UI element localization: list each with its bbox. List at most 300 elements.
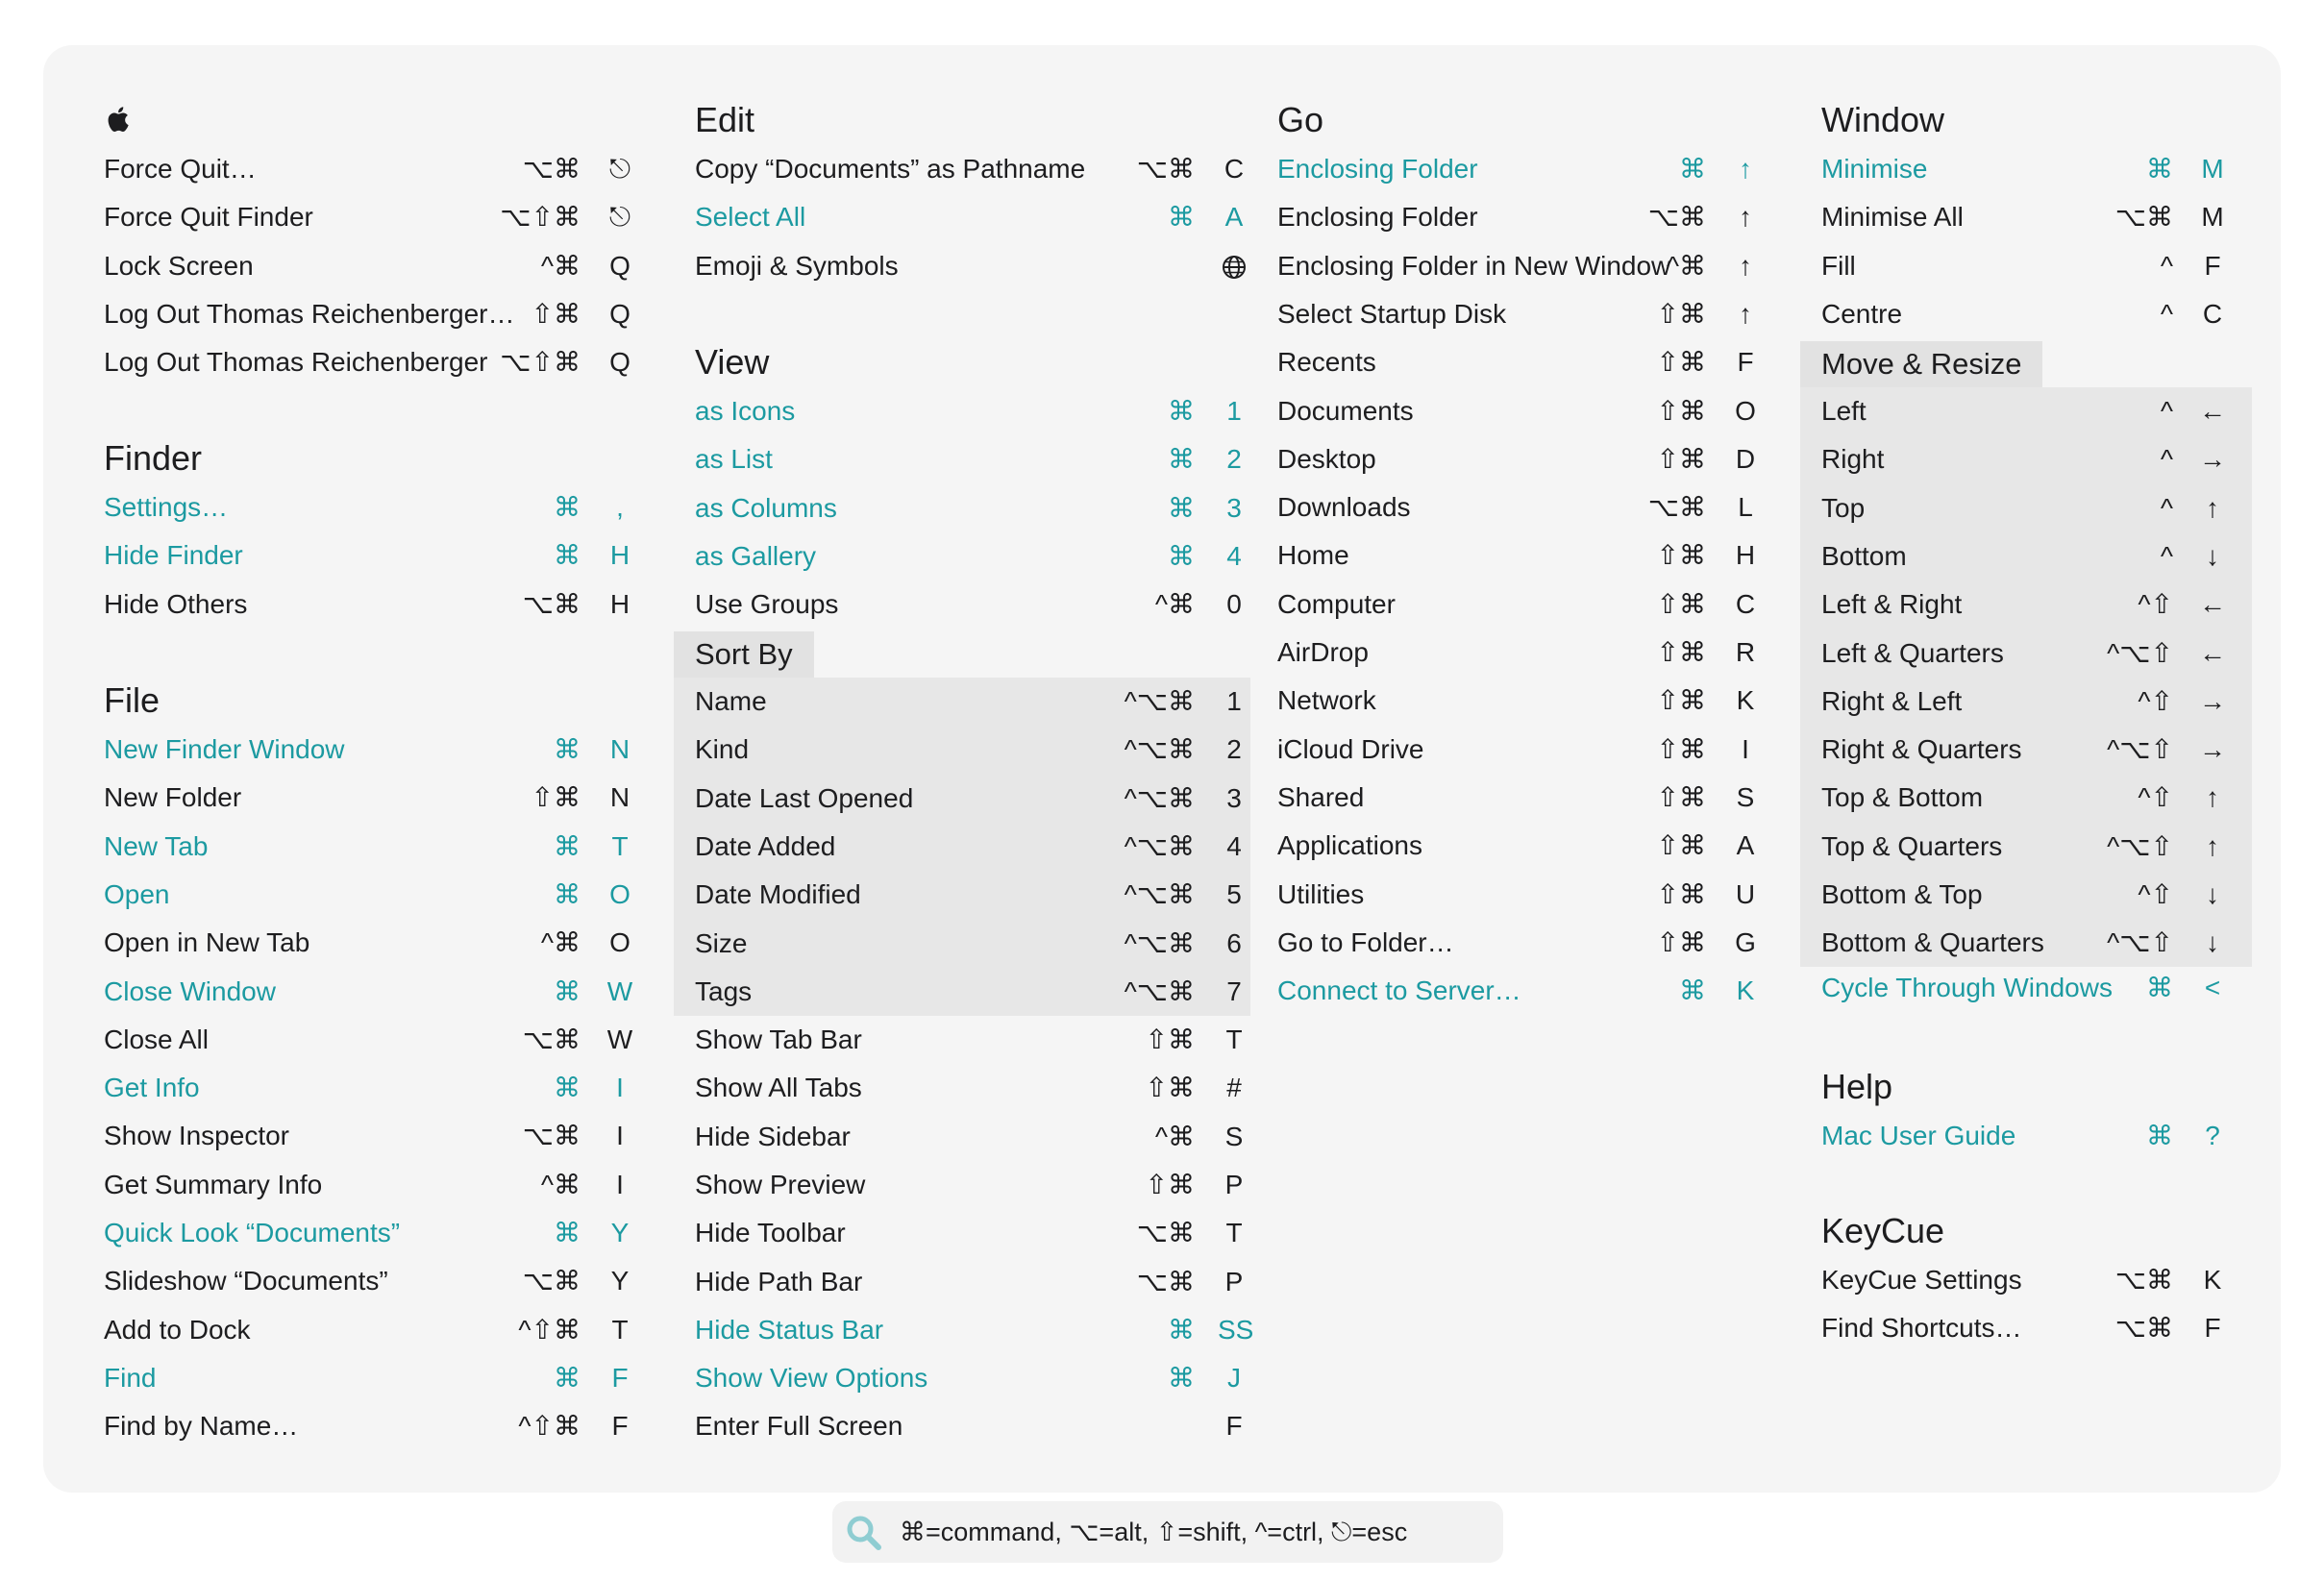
menu-item-label: Select Startup Disk [1277, 298, 1507, 329]
menu-item-label: Utilities [1277, 878, 1365, 909]
menu-item-bottom-top[interactable] [1821, 871, 2229, 919]
shortcut-modifiers: ⇧⌘ [1145, 1169, 1195, 1199]
apple-menu-heading [104, 95, 131, 145]
shortcut-key: ↓ [2206, 927, 2219, 958]
move-resize-heading: Move & Resize [1800, 341, 2042, 387]
shortcut-key: I [616, 1121, 624, 1151]
shortcut-modifiers: ⇧⌘ [1656, 781, 1706, 812]
shortcut-modifiers: ⇧⌘ [1656, 540, 1706, 571]
shortcut-modifiers: ⇧⌘ [1656, 733, 1706, 764]
menu-item-shared[interactable] [1277, 774, 1762, 822]
menu-item-label: Left [1821, 396, 1867, 426]
shortcut-modifiers: ^⇧ [2138, 685, 2173, 716]
shortcut-modifiers: ^⌘ [540, 1169, 581, 1199]
menu-item-label: Find by Name… [104, 1411, 299, 1442]
shortcut-key: H [609, 588, 630, 619]
menu-item-label: Mac User Guide [1821, 1121, 2016, 1150]
menu-item-show-view-options[interactable] [695, 1354, 1250, 1402]
menu-item-label: Name [695, 686, 767, 716]
menu-item-label: Enclosing Folder in New Window [1277, 250, 1671, 281]
menu-item-left-quarters[interactable] [1821, 630, 2229, 678]
shortcut-key: Q [609, 298, 630, 329]
menu-item-use-groups[interactable] [695, 580, 1250, 629]
menu-item-get-summary-info[interactable] [104, 1161, 636, 1209]
shortcut-key: ⎋ [608, 154, 631, 184]
shortcut-key: Q [609, 250, 630, 281]
menu-item-show-preview[interactable] [695, 1161, 1250, 1209]
shortcut-panel [43, 45, 2281, 1493]
menu-item-select-all[interactable] [695, 193, 1250, 241]
shortcut-key: 7 [1226, 975, 1242, 1006]
shortcut-key: 4 [1226, 540, 1242, 571]
menu-item-icloud-drive[interactable] [1277, 726, 1762, 774]
shortcut-key: , [616, 492, 624, 522]
menu-item-size[interactable] [695, 920, 1250, 968]
menu-item-label: Kind [695, 734, 750, 765]
menu-item-close-all[interactable] [104, 1016, 636, 1064]
shortcut-modifiers: ⌥⌘ [1136, 1266, 1195, 1296]
menu-item-utilities[interactable] [1277, 871, 1762, 919]
menu-item-tags[interactable] [695, 968, 1250, 1016]
shortcut-key: 3 [1226, 782, 1242, 813]
menu-item-label: Close Window [104, 975, 276, 1006]
shortcut-key: ← [2199, 396, 2226, 426]
menu-item-as-list[interactable] [695, 435, 1250, 483]
menu-item-as-columns[interactable] [695, 484, 1250, 532]
shortcut-modifiers: ⌘ [1679, 975, 1706, 1006]
shortcut-key: F [2204, 250, 2221, 281]
menu-item-fill[interactable] [1821, 242, 2229, 290]
menu-item-label: Bottom & Quarters [1821, 927, 2044, 958]
shortcut-modifiers: ⌘ [554, 975, 581, 1006]
menu-item-lock-screen[interactable] [104, 242, 636, 290]
menu-item-force-quit[interactable] [104, 145, 636, 193]
shortcut-modifiers: ⇧⌘ [1145, 1073, 1195, 1103]
shortcut-modifiers: ⇧⌘ [1656, 830, 1706, 861]
shortcut-key: T [611, 1314, 629, 1345]
shortcut-modifiers: ^⌥⌘ [1124, 927, 1195, 958]
shortcut-modifiers: ^⌥⇧ [2107, 637, 2173, 668]
shortcut-key: ? [2205, 1121, 2220, 1150]
shortcut-modifiers: ⇧⌘ [531, 782, 581, 813]
menu-item-keycue-settings[interactable] [1821, 1256, 2229, 1304]
shortcut-modifiers: ⌘ [554, 1218, 581, 1247]
shortcut-modifiers: ⌘ [554, 830, 581, 861]
menu-item-new-tab[interactable] [104, 823, 636, 871]
menu-item-bottom[interactable] [1821, 532, 2229, 580]
shortcut-key: 1 [1226, 396, 1242, 426]
shortcut-modifiers: ⌥⌘ [2114, 1265, 2173, 1295]
menu-item-top-bottom[interactable] [1821, 774, 2229, 822]
shortcut-key: T [1225, 1025, 1243, 1054]
shortcut-modifiers: ⌥⌘ [2114, 1313, 2173, 1344]
menu-item-label: Home [1277, 540, 1349, 571]
menu-item-minimise[interactable] [1821, 145, 2229, 193]
shortcut-modifiers: ⇧⌘ [1656, 637, 1706, 667]
shortcut-modifiers: ⌥⌘ [522, 154, 581, 184]
menu-item-desktop[interactable] [1277, 435, 1762, 483]
shortcut-key: ↑ [1739, 298, 1752, 329]
shortcut-key: F [1737, 347, 1754, 378]
shortcut-modifiers: ^⌥⌘ [1124, 830, 1195, 861]
shortcut-modifiers: ⇧⌘ [1656, 926, 1706, 957]
shortcut-modifiers: ^⌥⌘ [1124, 879, 1195, 910]
menu-item-label: Show Inspector [104, 1121, 289, 1151]
menu-item-label: Right & Quarters [1821, 734, 2022, 765]
menu-item-label: Computer [1277, 588, 1396, 619]
menu-item-label: as Columns [695, 492, 837, 523]
menu-item-find-shortcuts[interactable] [1821, 1304, 2229, 1352]
menu-item-emoji-symbols[interactable] [695, 242, 1250, 290]
shortcut-modifiers: ⇧⌘ [1656, 395, 1706, 426]
shortcut-key: ↑ [2206, 782, 2219, 813]
menu-item-centre[interactable] [1821, 290, 2229, 338]
shortcut-modifiers: ^⌘ [540, 250, 581, 281]
menu-item-show-inspector[interactable] [104, 1112, 636, 1160]
menu-item-label: Centre [1821, 298, 1903, 329]
menu-item-settings[interactable] [104, 483, 636, 531]
menu-item-label: KeyCue Settings [1821, 1265, 2022, 1295]
shortcut-key: ↑ [2206, 830, 2219, 861]
keycue-menu-heading: KeyCue [1821, 1211, 1945, 1250]
menu-item-get-info[interactable] [104, 1064, 636, 1112]
menu-item-copy-documents-as-pathname[interactable] [695, 145, 1250, 193]
shortcut-key: K [2203, 1265, 2222, 1295]
menu-item-label: Force Quit… [104, 154, 257, 184]
shortcut-modifiers: ⇧⌘ [1656, 588, 1706, 619]
shortcut-key: R [1735, 637, 1756, 667]
shortcut-modifiers: ^⇧ [2138, 782, 2173, 813]
shortcut-key: ↓ [2206, 540, 2219, 571]
shortcut-modifiers: ⌥⌘ [1647, 492, 1706, 523]
apple-logo-icon [104, 105, 131, 134]
shortcut-modifiers: ⇧⌘ [1656, 298, 1706, 329]
shortcut-key: D [1735, 443, 1756, 474]
menu-item-label: Open [104, 878, 170, 909]
menu-item-label: Enclosing Folder [1277, 202, 1478, 233]
shortcut-key: S [1224, 1121, 1244, 1151]
menu-item-right-left[interactable] [1821, 678, 2229, 726]
menu-item-date-added[interactable] [695, 823, 1250, 871]
menu-item-label: Fill [1821, 250, 1856, 281]
shortcut-key: F [1225, 1411, 1243, 1442]
menu-item-label: Hide Toolbar [695, 1218, 846, 1248]
shortcut-modifiers: ⌘ [554, 878, 581, 909]
shortcut-modifiers: ^⌥⇧ [2107, 927, 2173, 958]
shortcut-modifiers: ⇧⌘ [1656, 443, 1706, 474]
shortcut-modifiers: ⇧⌘ [1145, 1025, 1195, 1054]
menu-item-new-folder[interactable] [104, 774, 636, 822]
shortcut-key: → [2199, 444, 2226, 475]
shortcut-key: 2 [1226, 444, 1242, 475]
menu-item-right[interactable] [1821, 435, 2229, 483]
menu-item-add-to-dock[interactable] [104, 1306, 636, 1354]
menu-item-top[interactable] [1821, 484, 2229, 532]
shortcut-key: I [616, 1073, 624, 1103]
menu-item-downloads[interactable] [1277, 483, 1762, 531]
shortcut-modifiers: ⇧⌘ [1656, 347, 1706, 378]
menu-item-enclosing-folder-in-new-window[interactable] [1277, 242, 1762, 290]
shortcut-key: H [1735, 540, 1756, 571]
menu-item-left[interactable] [1821, 387, 2229, 435]
shortcut-key: C [1735, 588, 1756, 619]
menu-item-label: Applications [1277, 830, 1422, 861]
menu-item-name[interactable] [695, 678, 1250, 726]
menu-item-find-by-name[interactable] [104, 1402, 636, 1450]
shortcut-key: F [2204, 1313, 2221, 1344]
shortcut-modifiers: ^⇧⌘ [518, 1411, 581, 1442]
menu-item-show-tab-bar[interactable] [695, 1016, 1250, 1064]
menu-item-label: Minimise [1821, 154, 1928, 184]
shortcut-key: F [611, 1362, 629, 1393]
menu-item-label: Cycle Through Windows [1821, 973, 2113, 1002]
shortcut-modifiers: ^⌥⌘ [1124, 975, 1195, 1006]
menu-item-label: Open in New Tab [104, 927, 310, 958]
shortcut-key: ↓ [2206, 879, 2219, 909]
menu-item-label: as List [695, 444, 773, 475]
shortcut-key: ↑ [1739, 250, 1752, 281]
shortcut-modifiers: ^⌘ [1154, 1121, 1195, 1151]
menu-item-label: as Icons [695, 396, 796, 426]
shortcut-key: S [1736, 781, 1755, 812]
shortcut-key: → [2199, 685, 2226, 716]
menu-item-open-in-new-tab[interactable] [104, 919, 636, 967]
menu-item-label: Desktop [1277, 443, 1376, 474]
menu-item-date-modified[interactable] [695, 871, 1250, 919]
shortcut-modifiers: ^ [2160, 298, 2173, 329]
menu-item-label: Show Preview [695, 1169, 866, 1199]
menu-item-label: Use Groups [695, 589, 839, 620]
menu-item-label: Recents [1277, 347, 1376, 378]
menu-item-label: Add to Dock [104, 1314, 251, 1345]
menu-item-cycle-through-windows[interactable] [1821, 964, 2229, 1012]
shortcut-key: ← [2199, 637, 2226, 668]
search-icon[interactable] [844, 1513, 884, 1553]
shortcut-modifiers: ⌥⌘ [522, 1121, 581, 1151]
menu-item-right-quarters[interactable] [1821, 726, 2229, 774]
shortcut-key: I [1742, 733, 1749, 764]
shortcut-modifiers: ⌘ [2146, 154, 2173, 184]
shortcut-key: ⎋ [608, 202, 631, 233]
menu-item-label: Quick Look “Documents” [104, 1218, 401, 1247]
menu-item-log-out-thomas-reichenberger[interactable] [104, 290, 636, 338]
shortcut-key: 5 [1226, 879, 1242, 910]
shortcut-key: K [1736, 685, 1755, 716]
shortcut-modifiers: ⇧⌘ [531, 298, 581, 329]
shortcut-key: 1 [1226, 686, 1242, 716]
menu-item-enclosing-folder[interactable] [1277, 145, 1762, 193]
shortcut-modifiers: ⌘ [554, 540, 581, 571]
shortcut-key: Y [610, 1266, 630, 1296]
shortcut-key: W [606, 975, 633, 1006]
menu-item-applications[interactable] [1277, 822, 1762, 870]
shortcut-modifiers: ⌘ [1168, 1314, 1195, 1345]
menu-item-label: Connect to Server… [1277, 975, 1521, 1006]
menu-item-label: Show Tab Bar [695, 1025, 862, 1054]
shortcut-modifiers: ⌘ [2146, 1121, 2173, 1150]
shortcut-modifiers: ⌘ [1679, 154, 1706, 184]
shortcut-key: A [1224, 202, 1244, 233]
menu-item-minimise-all[interactable] [1821, 193, 2229, 241]
shortcut-modifiers: ^ [2160, 250, 2173, 281]
menu-item-label: Close All [104, 1024, 209, 1054]
shortcut-modifiers: ⌥⌘ [522, 588, 581, 619]
menu-item-label: Hide Path Bar [695, 1266, 863, 1296]
shortcut-key: H [609, 540, 630, 571]
shortcut-key: 4 [1226, 830, 1242, 861]
shortcut-key: 2 [1226, 734, 1242, 765]
menu-item-label: Get Info [104, 1073, 200, 1103]
menu-item-show-all-tabs[interactable] [695, 1064, 1250, 1112]
shortcut-modifiers: ⌘ [554, 492, 581, 522]
menu-item-label: New Tab [104, 830, 209, 861]
shortcut-modifiers: ⌘ [554, 1073, 581, 1103]
shortcut-modifiers: ^ [2160, 540, 2173, 571]
menu-item-hide-finder[interactable] [104, 531, 636, 580]
menu-item-label: Lock Screen [104, 250, 254, 281]
shortcut-modifiers: ^⌥⌘ [1124, 686, 1195, 716]
menu-item-enclosing-folder[interactable] [1277, 193, 1762, 241]
menu-item-label: Settings… [104, 492, 229, 522]
menu-item-label: iCloud Drive [1277, 733, 1424, 764]
menu-item-label: Hide Sidebar [695, 1121, 851, 1151]
shortcut-key: ↑ [2206, 492, 2219, 523]
menu-item-computer[interactable] [1277, 580, 1762, 629]
menu-item-force-quit-finder[interactable] [104, 193, 636, 241]
menu-item-label: Go to Folder… [1277, 926, 1454, 957]
shortcut-key: L [1738, 492, 1753, 523]
menu-item-left-right[interactable] [1821, 580, 2229, 629]
shortcut-modifiers: ^ [2160, 444, 2173, 475]
menu-item-label: Find Shortcuts… [1821, 1313, 2022, 1344]
menu-item-new-finder-window[interactable] [104, 726, 636, 774]
menu-item-label: Log Out Thomas Reichenberger [104, 347, 488, 378]
menu-item-label: Shared [1277, 781, 1365, 812]
finder-menu-heading: Finder [104, 438, 203, 478]
menu-item-label: Bottom [1821, 540, 1907, 571]
menu-item-label: Show View Options [695, 1363, 928, 1394]
menu-item-airdrop[interactable] [1277, 629, 1762, 677]
shortcut-key: I [616, 1169, 624, 1199]
shortcut-key: M [2201, 202, 2224, 233]
shortcut-modifiers: ⇧⌘ [1656, 878, 1706, 909]
shortcut-modifiers: ^⌥⌘ [1124, 734, 1195, 765]
menu-item-go-to-folder[interactable] [1277, 919, 1762, 967]
shortcut-modifiers: ⌘ [554, 734, 581, 764]
shortcut-modifiers: ^⇧⌘ [518, 1314, 581, 1345]
menu-item-quick-look-documents[interactable] [104, 1209, 636, 1257]
shortcut-modifiers: ^⇧ [2138, 879, 2173, 909]
shortcut-key: A [1736, 830, 1755, 861]
menu-item-hide-sidebar[interactable] [695, 1113, 1250, 1161]
shortcut-key: 6 [1226, 927, 1242, 958]
menu-item-bottom-quarters[interactable] [1821, 919, 2229, 967]
shortcut-key: N [609, 734, 630, 764]
menu-item-enter-full-screen[interactable] [695, 1402, 1250, 1450]
menu-item-date-last-opened[interactable] [695, 775, 1250, 823]
modifier-legend-text: ⌘=command, ⌥=alt, ⇧=shift, ^=ctrl, ⎋=esc [900, 1518, 1408, 1546]
shortcut-modifiers: ^⌘ [1666, 250, 1706, 281]
menu-item-label: Select All [695, 202, 806, 233]
menu-item-network[interactable] [1277, 677, 1762, 725]
menu-item-label: Date Last Opened [695, 782, 914, 813]
menu-item-documents[interactable] [1277, 387, 1762, 435]
menu-item-label: Tags [695, 975, 753, 1006]
menu-item-home[interactable] [1277, 531, 1762, 580]
menu-item-top-quarters[interactable] [1821, 823, 2229, 871]
view-menu-heading: View [695, 342, 770, 382]
shortcut-key: # [1226, 1073, 1242, 1103]
menu-item-hide-status-bar[interactable] [695, 1306, 1254, 1354]
menu-item-find[interactable] [104, 1354, 636, 1402]
menu-item-log-out-thomas-reichenberger[interactable] [104, 338, 636, 386]
menu-item-label: Right [1821, 444, 1885, 475]
shortcut-key: P [1224, 1266, 1244, 1296]
menu-item-connect-to-server[interactable] [1277, 967, 1762, 1015]
shortcut-modifiers: ⌘ [1168, 492, 1195, 523]
menu-item-recents[interactable] [1277, 338, 1762, 386]
shortcut-modifiers: ⌥⌘ [2114, 202, 2173, 233]
shortcut-key: U [1735, 878, 1756, 909]
globe-icon [1218, 242, 1250, 290]
shortcut-key: SS [1218, 1314, 1254, 1345]
shortcut-modifiers: ^⌥⌘ [1124, 782, 1195, 813]
shortcut-key: ↑ [1739, 202, 1752, 233]
shortcut-modifiers: ⌥⌘ [1136, 1218, 1195, 1248]
go-menu-heading: Go [1277, 100, 1324, 139]
menu-item-label: Force Quit Finder [104, 202, 313, 233]
menu-item-as-gallery[interactable] [695, 532, 1250, 580]
shortcut-key: 3 [1226, 492, 1242, 523]
shortcut-key: < [2204, 973, 2221, 1002]
shortcut-key: Y [610, 1218, 630, 1247]
sort-by-heading: Sort By [674, 631, 814, 678]
shortcut-key: W [606, 1024, 633, 1054]
menu-item-hide-others[interactable] [104, 580, 636, 629]
menu-item-mac-user-guide[interactable] [1821, 1112, 2229, 1160]
modifier-legend-bar [832, 1501, 1503, 1563]
file-menu-heading: File [104, 680, 161, 720]
menu-item-label: Emoji & Symbols [695, 250, 899, 281]
menu-item-as-icons[interactable] [695, 387, 1250, 435]
shortcut-key: T [1225, 1218, 1243, 1248]
menu-item-hide-path-bar[interactable] [695, 1258, 1250, 1306]
shortcut-key: ↑ [1739, 154, 1752, 184]
menu-item-close-window[interactable] [104, 968, 636, 1016]
shortcut-key: J [1227, 1363, 1241, 1394]
shortcut-key: G [1735, 926, 1756, 957]
shortcut-key: C [1224, 154, 1245, 184]
shortcut-key: T [611, 830, 629, 861]
menu-item-select-startup-disk[interactable] [1277, 290, 1762, 338]
menu-item-label: New Folder [104, 782, 242, 813]
shortcut-modifiers: ⌘ [1168, 444, 1195, 475]
shortcut-modifiers: ^ [2160, 396, 2173, 426]
menu-item-label: Top & Bottom [1821, 782, 1984, 813]
menu-item-hide-toolbar[interactable] [695, 1209, 1250, 1257]
menu-item-slideshow-documents[interactable] [104, 1257, 636, 1305]
menu-item-open[interactable] [104, 871, 636, 919]
shortcut-key: → [2199, 734, 2226, 765]
menu-item-label: Downloads [1277, 492, 1411, 523]
menu-item-label: Show All Tabs [695, 1073, 862, 1103]
shortcut-modifiers: ⌥⌘ [1136, 154, 1195, 184]
menu-item-kind[interactable] [695, 726, 1250, 774]
menu-item-label: as Gallery [695, 540, 817, 571]
menu-item-label: Hide Finder [104, 540, 243, 571]
shortcut-key: M [2201, 154, 2224, 184]
menu-item-label: Documents [1277, 395, 1414, 426]
